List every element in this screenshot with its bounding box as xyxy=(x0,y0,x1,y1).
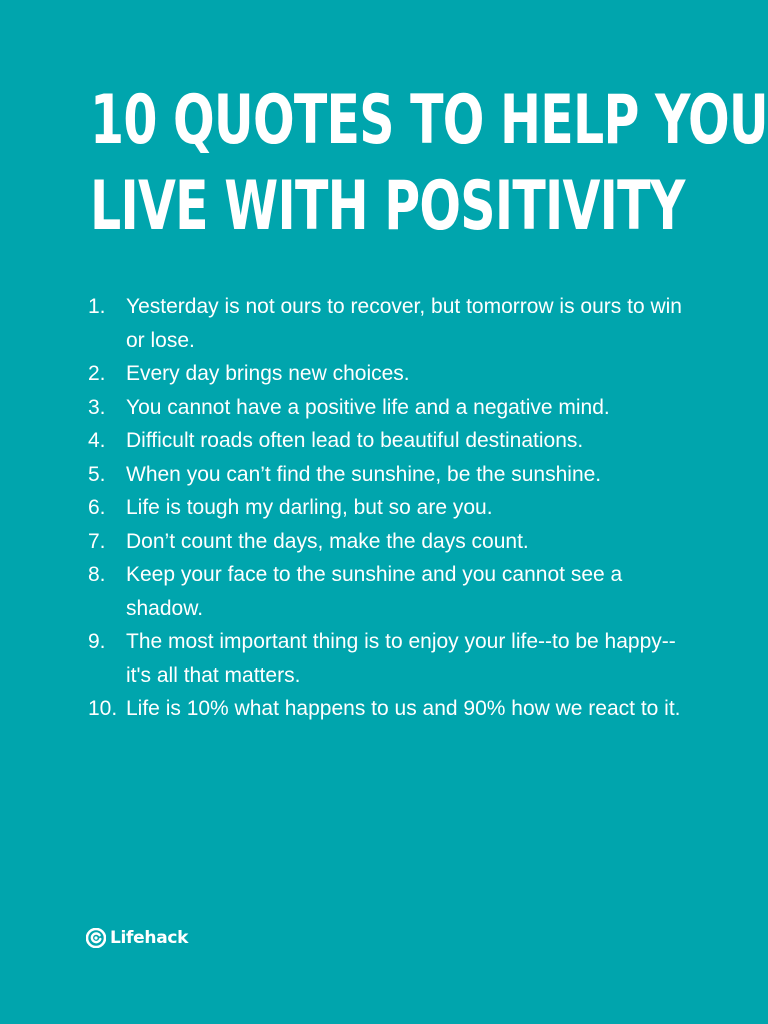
headline-line-1: 10 QUOTES TO HELP YOU xyxy=(90,81,768,160)
quote-list xyxy=(88,290,688,726)
quote-number: 5. xyxy=(88,462,106,486)
list-item xyxy=(88,525,688,559)
list-item xyxy=(88,625,688,692)
brand-name: Lifehack xyxy=(110,928,189,948)
quote-text: Difficult roads often lead to beautiful destinations. xyxy=(126,429,584,452)
list-item xyxy=(88,692,688,726)
quote-text: When you can’t find the sunshine, be the sunshine. xyxy=(126,462,602,486)
quote-number: 10. xyxy=(88,697,118,720)
list-item xyxy=(88,290,688,357)
list-item xyxy=(88,357,688,391)
quote-number: 6. xyxy=(88,496,106,519)
list-item xyxy=(88,558,688,625)
quote-text: Yesterday is not ours to recover, but tomorrow is ours to win or lose. xyxy=(126,295,682,352)
quote-number: 7. xyxy=(88,529,106,553)
lifehack-logo-icon xyxy=(86,928,106,948)
brand-logo xyxy=(86,928,188,948)
quote-number: 4. xyxy=(88,429,106,452)
quote-number: 3. xyxy=(88,395,106,419)
quote-text: Every day brings new choices. xyxy=(126,362,410,385)
quote-number: 8. xyxy=(88,563,106,586)
quote-number: 1. xyxy=(88,295,106,318)
list-item xyxy=(88,391,688,425)
quote-number: 9. xyxy=(88,630,106,653)
list-item xyxy=(88,424,688,458)
quote-number: 2. xyxy=(88,362,106,385)
quote-text: Life is 10% what happens to us and 90% how we react to it. xyxy=(126,697,681,720)
quote-text: Life is tough my darling, but so are you. xyxy=(126,496,493,519)
list-item xyxy=(88,491,688,525)
quote-text: Don’t count the days, make the days count. xyxy=(126,529,529,553)
headline-line-2: LIVE WITH POSITIVITY xyxy=(90,167,685,246)
list-item xyxy=(88,458,688,492)
quote-text: Keep your face to the sunshine and you cannot see a shadow. xyxy=(126,563,623,620)
quote-text: The most important thing is to enjoy your life--to be happy--it's all that matters. xyxy=(126,630,676,687)
headline xyxy=(90,78,768,250)
quote-text: You cannot have a positive life and a negative mind. xyxy=(126,395,610,419)
